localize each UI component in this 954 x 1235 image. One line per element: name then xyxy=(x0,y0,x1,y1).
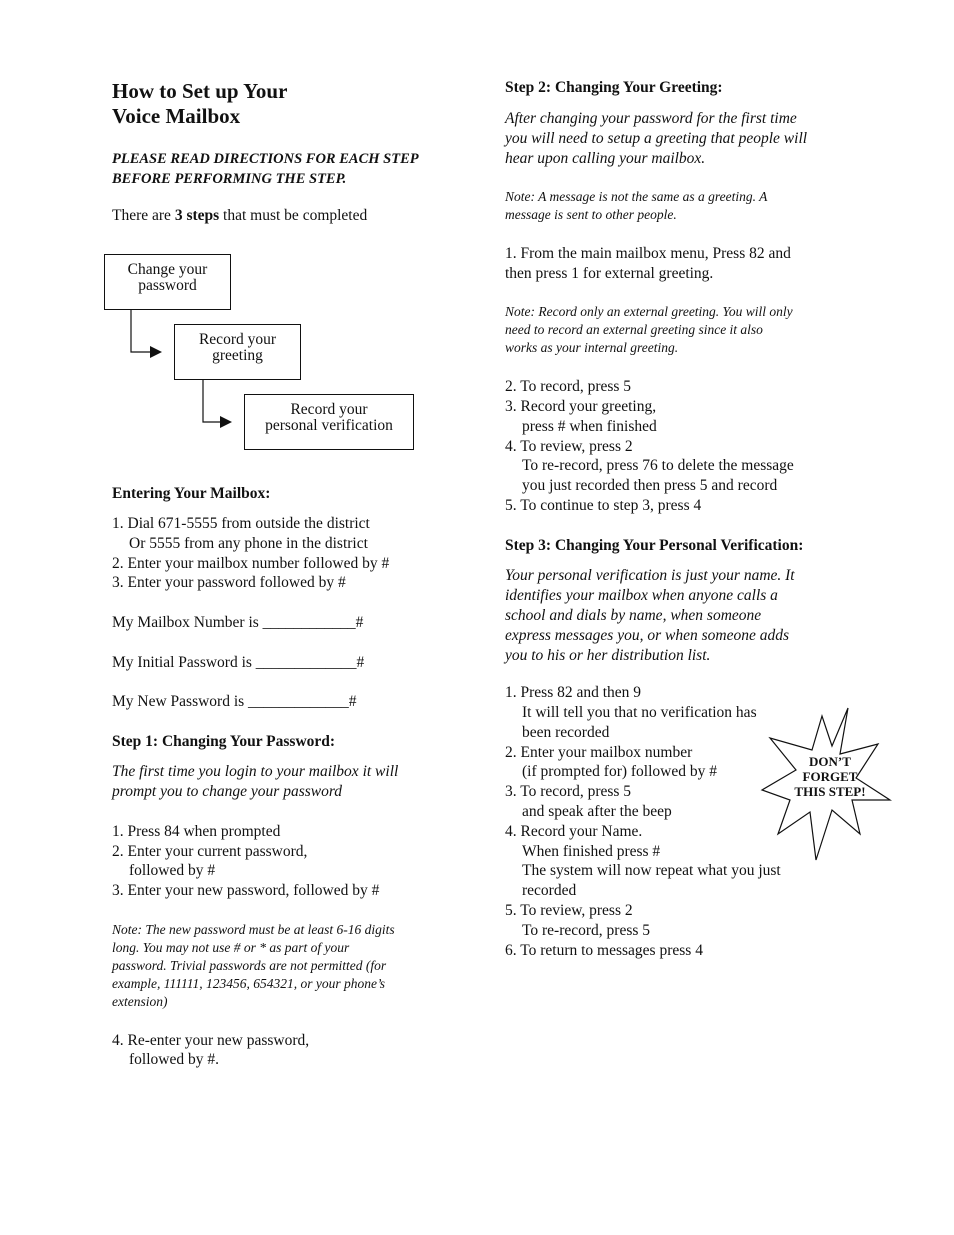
starburst-text xyxy=(760,754,900,799)
steps-intro-count: 3 steps xyxy=(174,207,220,224)
step2-heading: Step 2: Changing Your Greeting: xyxy=(505,79,723,96)
step1-note-3: password. Trivial passwords are not permitted (for xyxy=(112,958,387,973)
step2-line-7: 5. To continue to step 3, press 4 xyxy=(505,497,702,514)
new-password-field: My New Password is _____________# xyxy=(112,693,357,710)
step3-desc-2: identifies your mailbox when anyone calls a xyxy=(505,587,778,604)
step3-line-2: It will tell you that no verification has xyxy=(522,704,757,721)
step3-line-1: 1. Press 82 and then 9 xyxy=(505,684,642,701)
connector-1-2 xyxy=(131,310,155,352)
step2-line-6: you just recorded then press 5 and record xyxy=(522,477,778,494)
flow-box-record-verification xyxy=(244,394,414,450)
step2-line-3: press # when finished xyxy=(522,418,657,435)
flow-box-record-greeting xyxy=(174,324,301,380)
step3-desc-5: you to his or her distribution list. xyxy=(505,647,711,664)
step2-line-1: 2. To record, press 5 xyxy=(505,378,632,395)
step3-line-13: To re-record, press 5 xyxy=(522,922,651,939)
step3-line-4: 2. Enter your mailbox number xyxy=(505,744,693,761)
step3-line-11: recorded xyxy=(522,882,577,899)
step2-item1-1: 1. From the main mailbox menu, Press 82 and xyxy=(505,245,791,262)
step1-note-2: long. You may not use # or * as part of your xyxy=(112,940,350,955)
arrowhead-2 xyxy=(220,416,232,428)
warning-line-1: PLEASE READ DIRECTIONS FOR EACH STEP xyxy=(112,151,419,167)
burst-line-2: FORGET xyxy=(802,769,858,784)
step1-heading: Step 1: Changing Your Password: xyxy=(112,733,336,750)
step1-desc-1: The first time you login to your mailbox it will xyxy=(112,763,399,780)
arrowhead-1 xyxy=(150,346,162,358)
step2-desc-1: After changing your password for the first time xyxy=(505,110,797,127)
step2-note1-2: message is sent to other people. xyxy=(505,207,677,222)
step3-desc-1: Your personal verification is just your name. It xyxy=(505,567,795,584)
step3-line-5: (if prompted for) followed by # xyxy=(522,763,717,780)
step3-line-9: When finished press # xyxy=(522,843,661,860)
step2-line-4: 4. To review, press 2 xyxy=(505,438,633,455)
entering-line-2: Or 5555 from any phone in the district xyxy=(129,535,368,552)
step2-item1-2: then press 1 for external greeting. xyxy=(505,265,714,282)
initial-password-field: My Initial Password is _____________# xyxy=(112,654,365,671)
box1-line-2: password xyxy=(138,277,197,294)
step1-note-1: Note: The new password must be at least 6-16 digits xyxy=(112,922,395,937)
box2-line-2: greeting xyxy=(212,347,263,364)
step3-desc-4: express messages you, or when someone adds xyxy=(505,627,789,644)
step2-note2-3: works as your internal greeting. xyxy=(505,340,679,355)
steps-intro-after: that must be completed xyxy=(219,207,368,224)
step3-line-8: 4. Record your Name. xyxy=(505,823,643,840)
step2-note2-2: need to record an external greeting since it also xyxy=(505,322,763,337)
step3-line-10: The system will now repeat what you just xyxy=(522,862,781,879)
step3-heading: Step 3: Changing Your Personal Verification: xyxy=(505,537,804,554)
mailbox-number-field: My Mailbox Number is ____________# xyxy=(112,614,364,631)
step2-desc-2: you will need to setup a greeting that people will xyxy=(505,130,808,147)
step1-line-1: 1. Press 84 when prompted xyxy=(112,823,281,840)
step2-line-2: 3. Record your greeting, xyxy=(505,398,657,415)
step2-line-5: To re-record, press 76 to delete the message xyxy=(522,457,794,474)
box3-line-1: Record your xyxy=(290,401,368,418)
step1-line-2: 2. Enter your current password, xyxy=(112,843,308,860)
step3-line-7: and speak after the beep xyxy=(522,803,672,820)
step1-last-2: followed by #. xyxy=(129,1051,219,1068)
step2-desc-3: hear upon calling your mailbox. xyxy=(505,150,706,167)
entering-heading: Entering Your Mailbox: xyxy=(112,485,271,502)
title-line-2: Voice Mailbox xyxy=(112,104,241,128)
burst-line-1: DON’T xyxy=(809,754,851,769)
warning-line-2: BEFORE PERFORMING THE STEP. xyxy=(112,171,347,187)
connector-2-3 xyxy=(203,380,225,422)
step1-note-5: extension) xyxy=(112,994,168,1009)
step3-line-12: 5. To review, press 2 xyxy=(505,902,633,919)
box2-line-1: Record your xyxy=(198,331,277,348)
step1-line-3: followed by # xyxy=(129,862,216,879)
box3-line-2: personal verification xyxy=(265,417,393,434)
entering-line-4: 3. Enter your password followed by # xyxy=(112,574,346,591)
step3-line-3: been recorded xyxy=(522,724,610,741)
box1-line-1: Change your xyxy=(127,261,208,278)
burst-line-3: THIS STEP! xyxy=(794,784,866,799)
step1-desc-2: prompt you to change your password xyxy=(112,783,343,800)
step3-desc-3: school and dials by name, when someone xyxy=(505,607,762,624)
entering-line-1: 1. Dial 671-5555 from outside the district xyxy=(112,515,370,532)
step2-note1-1: Note: A message is not the same as a greeting. A xyxy=(505,189,768,204)
step2-note2-1: Note: Record only an external greeting. You will only xyxy=(505,304,793,319)
steps-intro-before: There are xyxy=(112,207,175,224)
step1-last-1: 4. Re-enter your new password, xyxy=(112,1032,310,1049)
step1-line-4: 3. Enter your new password, followed by # xyxy=(112,882,380,899)
flow-box-change-password xyxy=(104,254,231,310)
title-line-1: How to Set up Your xyxy=(112,79,288,103)
step3-line-14: 6. To return to messages press 4 xyxy=(505,942,703,959)
entering-line-3: 2. Enter your mailbox number followed by # xyxy=(112,555,390,572)
step1-note-4: example, 111111, 123456, 654321, or your phone’s xyxy=(112,976,385,991)
step3-line-6: 3. To record, press 5 xyxy=(505,783,632,800)
